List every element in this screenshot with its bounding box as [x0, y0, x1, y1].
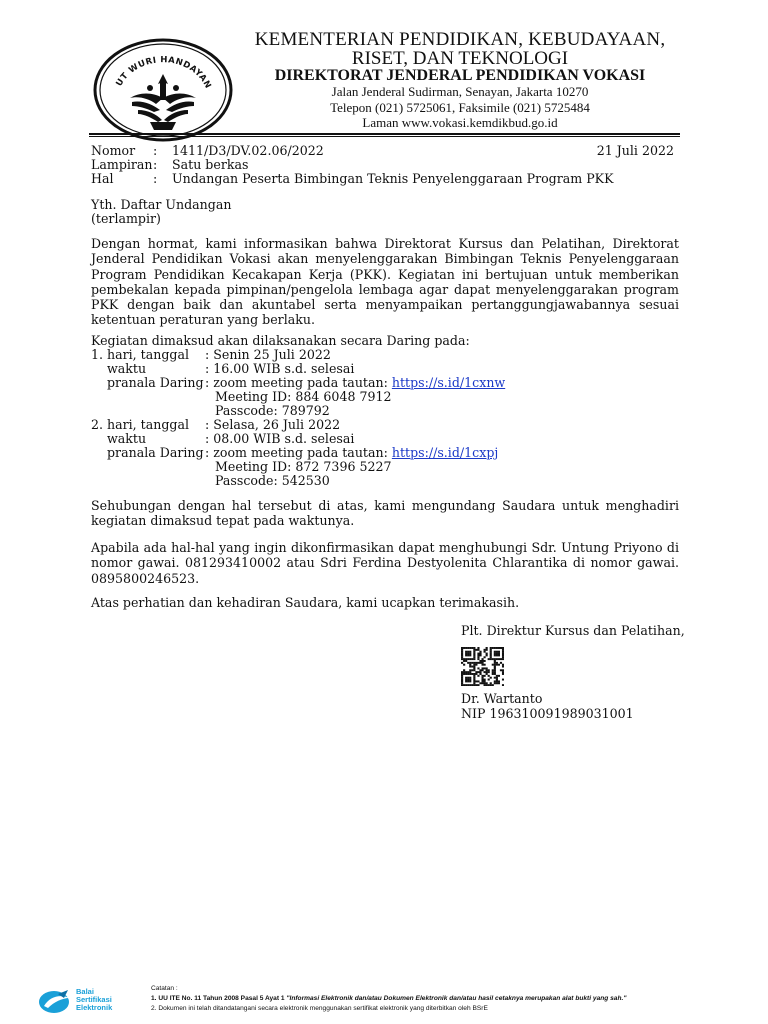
qr-module: [473, 684, 475, 686]
ministry-name-line1: KEMENTERIAN PENDIDIKAN, KEBUDAYAAN,: [254, 29, 666, 50]
qr-module: [465, 677, 467, 679]
qr-module: [496, 662, 498, 664]
qr-module: [461, 654, 463, 656]
qr-module: [477, 654, 479, 656]
session-2-day-label: hari, tanggal: [107, 417, 190, 432]
qr-module: [469, 680, 471, 682]
qr-module: [481, 662, 483, 664]
qr-module: [463, 647, 465, 649]
qr-module: [486, 669, 488, 671]
session-2-meeting-id: Meeting ID: 872 7396 5227: [215, 459, 392, 474]
qr-module: [467, 653, 469, 655]
qr-module: [496, 647, 498, 649]
qr-module: [463, 671, 465, 673]
qr-module: [473, 666, 475, 668]
qr-module: [467, 647, 469, 649]
qr-module: [469, 651, 471, 653]
qr-module: [461, 675, 463, 677]
qr-module: [494, 682, 496, 684]
letterhead-divider-thin: [89, 136, 680, 137]
qr-module: [473, 677, 475, 679]
qr-module: [484, 684, 486, 686]
qr-module: [484, 671, 486, 673]
qr-module: [473, 669, 475, 671]
qr-module: [490, 658, 492, 660]
qr-module: [461, 679, 463, 681]
qr-module: [494, 647, 496, 649]
qr-module: [484, 649, 486, 651]
lampiran-value: Satu berkas: [172, 157, 249, 172]
qr-module: [496, 654, 498, 656]
qr-module: [473, 679, 475, 681]
qr-module: [502, 669, 504, 671]
qr-module: [467, 662, 469, 664]
qr-module: [473, 651, 475, 653]
qr-module: [461, 649, 463, 651]
qr-module: [467, 679, 469, 681]
hal-colon: :: [153, 171, 158, 186]
session-2-day-value: : Selasa, 26 Juli 2022: [205, 417, 341, 432]
footer-note-2: 2. Dokumen ini telah ditandatangani secara elektronik menggunakan sertifikat elektronik yang diterbitkan oleh BSrE: [151, 1005, 488, 1012]
qr-module: [477, 658, 479, 660]
session-2-pranala-prefix: : zoom meeting pada tautan:: [205, 445, 392, 460]
qr-module: [469, 662, 471, 664]
qr-module: [481, 682, 483, 684]
qr-module: [465, 684, 467, 686]
qr-module: [477, 680, 479, 682]
qr-module: [494, 658, 496, 660]
qr-module: [494, 662, 496, 664]
qr-module: [461, 647, 463, 649]
directorate-name: DIREKTORAT JENDERAL PENDIDIKAN VOKASI: [274, 67, 646, 84]
qr-module: [502, 664, 504, 666]
qr-module: [494, 666, 496, 668]
nomor-value: 1411/D3/DV.02.06/2022: [172, 143, 324, 158]
qr-module: [469, 671, 471, 673]
session-1-passcode: Passcode: 789792: [215, 403, 330, 418]
qr-module: [463, 658, 465, 660]
qr-module: [473, 647, 475, 649]
bsre-logo: [38, 988, 138, 1016]
qr-module: [484, 656, 486, 658]
session-2-time-value: : 08.00 WIB s.d. selesai: [205, 431, 355, 446]
qr-module: [469, 654, 471, 656]
qr-module: [502, 671, 504, 673]
qr-module: [461, 673, 463, 675]
signatory-name: Dr. Wartanto: [461, 691, 543, 706]
qr-module: [488, 675, 490, 677]
qr-module: [494, 667, 496, 669]
qr-module: [477, 647, 479, 649]
qr-module: [481, 669, 483, 671]
qr-module: [473, 653, 475, 655]
qr-module: [490, 677, 492, 679]
bsre-logo-mark: [38, 988, 74, 1016]
qr-module: [490, 684, 492, 686]
qr-module: [486, 667, 488, 669]
qr-module: [463, 664, 465, 666]
qr-module: [496, 651, 498, 653]
qr-module: [502, 649, 504, 651]
qr-module: [465, 679, 467, 681]
qr-module: [479, 653, 481, 655]
qr-module: [486, 673, 488, 675]
qr-module: [461, 653, 463, 655]
qr-module: [473, 649, 475, 651]
recipient-line1: Yth. Daftar Undangan: [91, 197, 232, 212]
qr-module: [465, 654, 467, 656]
session-1-time-value: : 16.00 WIB s.d. selesai: [205, 361, 355, 376]
qr-module: [500, 647, 502, 649]
qr-module: [469, 684, 471, 686]
session-1-pranala-prefix: : zoom meeting pada tautan:: [205, 375, 392, 390]
qr-module: [475, 662, 477, 664]
qr-module: [465, 653, 467, 655]
qr-module: [496, 680, 498, 682]
qr-module: [502, 654, 504, 656]
qr-module: [488, 679, 490, 681]
qr-module: [498, 658, 500, 660]
qr-module: [498, 653, 500, 655]
qr-module: [502, 653, 504, 655]
qr-module: [469, 666, 471, 668]
session-2-time-label: waktu: [107, 431, 147, 446]
qr-module: [494, 673, 496, 675]
qr-module: [473, 667, 475, 669]
qr-module: [467, 680, 469, 682]
qr-module: [461, 651, 463, 653]
qr-module: [461, 680, 463, 682]
qr-module: [471, 673, 473, 675]
qr-module: [467, 677, 469, 679]
qr-module: [502, 647, 504, 649]
qr-module: [471, 669, 473, 671]
qr-module: [484, 682, 486, 684]
qr-module: [496, 677, 498, 679]
tut-wuri-handayani-logo: [92, 36, 234, 144]
qr-module: [488, 658, 490, 660]
qr-module: [475, 664, 477, 666]
qr-module: [498, 680, 500, 682]
qr-module: [490, 653, 492, 655]
session-2-passcode: Passcode: 542530: [215, 473, 330, 488]
phone-fax: Telepon (021) 5725061, Faksimile (021) 5725484: [330, 100, 590, 115]
session-1-zoom-link[interactable]: https://s.id/1cxnw: [391, 375, 506, 390]
qr-module: [467, 654, 469, 656]
qr-module: [481, 679, 483, 681]
qr-module: [463, 684, 465, 686]
qr-module: [467, 651, 469, 653]
qr-module: [484, 675, 486, 677]
qr-module: [475, 671, 477, 673]
qr-module: [465, 651, 467, 653]
qr-module: [471, 684, 473, 686]
qr-module: [498, 651, 500, 653]
qr-module: [496, 653, 498, 655]
qr-module: [492, 671, 494, 673]
intro-paragraph: Dengan hormat, kami informasikan bahwa Direktorat Kursus dan Pelatihan, Direktorat Jenderal Pendidikan Vokasi akan menyelenggarakan Bimbingan Teknis Penyelenggaraan Program Pendidikan Kecakapan Kerja (PKK). Kegiatan ini bertujuan untuk memberikan pembekalan kepada pimpinan/pengelola lembaga agar dapat menyelenggarakan program PKK dengan baik dan akuntabel serta menyampaikan pertanggungjawabannya sesuai ketentuan peraturan yang berlaku.: [91, 236, 679, 328]
qr-module: [479, 651, 481, 653]
qr-module: [467, 671, 469, 673]
qr-module: [477, 662, 479, 664]
qr-module: [469, 653, 471, 655]
qr-module: [486, 647, 488, 649]
qr-module: [494, 651, 496, 653]
qr-module: [473, 680, 475, 682]
lampiran-label: Lampiran: [91, 157, 153, 172]
address: Jalan Jenderal Sudirman, Senayan, Jakarta 10270: [331, 84, 589, 99]
qr-module: [465, 671, 467, 673]
qr-module: [475, 680, 477, 682]
qr-module: [467, 684, 469, 686]
qr-module: [477, 684, 479, 686]
signatory-title: Plt. Direktur Kursus dan Pelatihan,: [461, 623, 685, 638]
qr-module: [498, 647, 500, 649]
qr-module: [477, 675, 479, 677]
footer-note-1: [151, 995, 626, 1004]
qr-module: [492, 684, 494, 686]
session-1-pranala-label: pranala Daring: [107, 375, 204, 390]
footer-note-1-number: 1.: [151, 995, 157, 1002]
hal-value: Undangan Peserta Bimbingan Teknis Penyelenggaraan Program PKK: [172, 171, 614, 186]
letterhead-divider: [89, 133, 680, 135]
qr-module: [479, 673, 481, 675]
session-1-meeting-id: Meeting ID: 884 6048 7912: [215, 389, 392, 404]
qr-module: [484, 664, 486, 666]
qr-module: [473, 675, 475, 677]
session-2-number: 2.: [91, 417, 104, 432]
qr-module: [490, 649, 492, 651]
qr-module: [496, 664, 498, 666]
qr-module: [490, 682, 492, 684]
bsre-logo-line1: Balai: [76, 987, 94, 996]
qr-module: [494, 664, 496, 666]
qr-module: [465, 673, 467, 675]
qr-module: [461, 658, 463, 660]
session-1-day-label: hari, tanggal: [107, 347, 190, 362]
qr-module: [484, 651, 486, 653]
qr-module: [471, 658, 473, 660]
qr-module: [484, 660, 486, 662]
qr-module: [490, 654, 492, 656]
session-1-time-label: waktu: [107, 361, 147, 376]
qr-module: [502, 679, 504, 681]
svg-text:TUT WURI HANDAYANI: UT WURI HANDAYAN: [114, 55, 213, 91]
qr-module: [477, 667, 479, 669]
qr-module: [500, 662, 502, 664]
qr-module: [473, 664, 475, 666]
qr-module: [469, 679, 471, 681]
session-1-number: 1.: [91, 347, 104, 362]
session-1-day-value: : Senin 25 Juli 2022: [205, 347, 331, 362]
qr-module: [479, 660, 481, 662]
qr-module: [490, 651, 492, 653]
qr-module: [465, 647, 467, 649]
footer-notes-title: Catatan :: [151, 985, 178, 992]
qr-module: [498, 654, 500, 656]
qr-module: [498, 682, 500, 684]
qr-module: [465, 660, 467, 662]
qr-module: [465, 658, 467, 660]
qr-module: [484, 667, 486, 669]
qr-module: [488, 684, 490, 686]
session-2-pranala-label: pranala Daring: [107, 445, 204, 460]
qr-module: [502, 673, 504, 675]
qr-module: [502, 656, 504, 658]
qr-module: [492, 664, 494, 666]
qr-module: [461, 684, 463, 686]
qr-module: [502, 666, 504, 668]
qr-module: [463, 673, 465, 675]
qr-module: [473, 682, 475, 684]
qr-module: [481, 664, 483, 666]
qr-module: [492, 673, 494, 675]
qr-module: [494, 653, 496, 655]
qr-module: [479, 654, 481, 656]
qr-module: [486, 682, 488, 684]
qr-module: [502, 651, 504, 653]
qr-module: [477, 656, 479, 658]
hal-label: Hal: [91, 171, 114, 186]
qr-module: [494, 660, 496, 662]
qr-module: [496, 679, 498, 681]
qr-module: [469, 658, 471, 660]
qr-module: [502, 684, 504, 686]
qr-module: [469, 647, 471, 649]
qr-module: [461, 671, 463, 673]
qr-module: [469, 673, 471, 675]
qr-module: [496, 675, 498, 677]
qr-module: [498, 675, 500, 677]
qr-module: [481, 660, 483, 662]
qr-module: [490, 647, 492, 649]
qr-module: [494, 669, 496, 671]
qr-module: [494, 671, 496, 673]
website: Laman www.vokasi.kemdikbud.go.id: [362, 115, 558, 130]
qr-module: [479, 682, 481, 684]
qr-module: [475, 649, 477, 651]
qr-module: [479, 671, 481, 673]
qr-module: [461, 677, 463, 679]
qr-module: [484, 679, 486, 681]
qr-module: [463, 669, 465, 671]
qr-module: [473, 673, 475, 675]
qr-module: [500, 658, 502, 660]
closing-paragraph-1: Sehubungan dengan hal tersebut di atas, kami mengundang Saudara untuk menghadiri kegiatan dimaksud tepat pada waktunya.: [91, 498, 679, 529]
qr-module: [477, 653, 479, 655]
qr-module: [488, 671, 490, 673]
qr-module: [461, 682, 463, 684]
qr-module: [471, 662, 473, 664]
qr-module: [494, 680, 496, 682]
qr-module: [481, 675, 483, 677]
qr-module: [473, 658, 475, 660]
qr-module: [471, 647, 473, 649]
qr-module: [471, 666, 473, 668]
qr-module: [486, 653, 488, 655]
qr-module: [492, 658, 494, 660]
session-2-zoom-link[interactable]: https://s.id/1cxpj: [391, 445, 499, 460]
closing-paragraph-3: Atas perhatian dan kehadiran Saudara, kami ucapkan terimakasih.: [91, 595, 520, 610]
qr-module: [490, 656, 492, 658]
qr-module: [477, 649, 479, 651]
qr-module: [484, 680, 486, 682]
qr-module: [496, 658, 498, 660]
letter-date: 21 Juli 2022: [596, 143, 674, 158]
qr-module: [473, 662, 475, 664]
qr-module: [486, 654, 488, 656]
qr-module: [486, 684, 488, 686]
qr-code-signature: [461, 647, 504, 686]
qr-module: [475, 673, 477, 675]
ministry-name-line2: RISET, DAN TEKNOLOGI: [351, 48, 569, 69]
schedule-intro: Kegiatan dimaksud akan dilaksanakan secara Daring pada:: [91, 333, 470, 348]
footer-note-1-lead: UU ITE No. 11 Tahun 2008 Pasal 5 Ayat 1: [158, 995, 287, 1002]
footer-note-1-quote: "Informasi Elektronik dan/atau Dokumen Elektronik dan/atau hasil cetaknya merupakan alat bukti yang sah.": [286, 995, 627, 1002]
nomor-label: Nomor: [91, 143, 136, 158]
qr-module: [475, 684, 477, 686]
qr-module: [477, 671, 479, 673]
qr-module: [473, 654, 475, 656]
signatory-nip: NIP 196310091989031001: [461, 706, 634, 721]
qr-module: [461, 656, 463, 658]
qr-module: [463, 660, 465, 662]
qr-module: [502, 658, 504, 660]
qr-module: [500, 669, 502, 671]
qr-module: [486, 649, 488, 651]
qr-module: [498, 664, 500, 666]
qr-module: [469, 669, 471, 671]
qr-module: [467, 673, 469, 675]
lampiran-colon: :: [153, 157, 158, 172]
qr-module: [479, 669, 481, 671]
qr-module: [479, 662, 481, 664]
qr-module: [494, 677, 496, 679]
qr-module: [469, 677, 471, 679]
qr-module: [481, 677, 483, 679]
qr-module: [488, 669, 490, 671]
qr-module: [481, 680, 483, 682]
qr-module: [494, 654, 496, 656]
closing-paragraph-2: Apabila ada hal-hal yang ingin dikonfirmasikan dapat menghubungi Sdr. Untung Priyono di nomor gawai. 081293410002 atau Sdri Ferdina Destyolenita Chlarantika di nomor gawai. 0895800246523.: [91, 540, 679, 586]
bsre-logo-line2: Sertifikasi: [76, 995, 112, 1004]
qr-module: [481, 667, 483, 669]
qr-module: [492, 647, 494, 649]
qr-module: [461, 662, 463, 664]
qr-module: [465, 680, 467, 682]
qr-module: [473, 656, 475, 658]
qr-module: [467, 658, 469, 660]
nomor-colon: :: [153, 143, 158, 158]
qr-module: [492, 669, 494, 671]
qr-module: [496, 682, 498, 684]
qr-module: [481, 658, 483, 660]
qr-module: [469, 664, 471, 666]
qr-module: [486, 671, 488, 673]
bsre-logo-line3: Elektronik: [76, 1003, 113, 1012]
recipient-line2: (terlampir): [91, 211, 161, 226]
